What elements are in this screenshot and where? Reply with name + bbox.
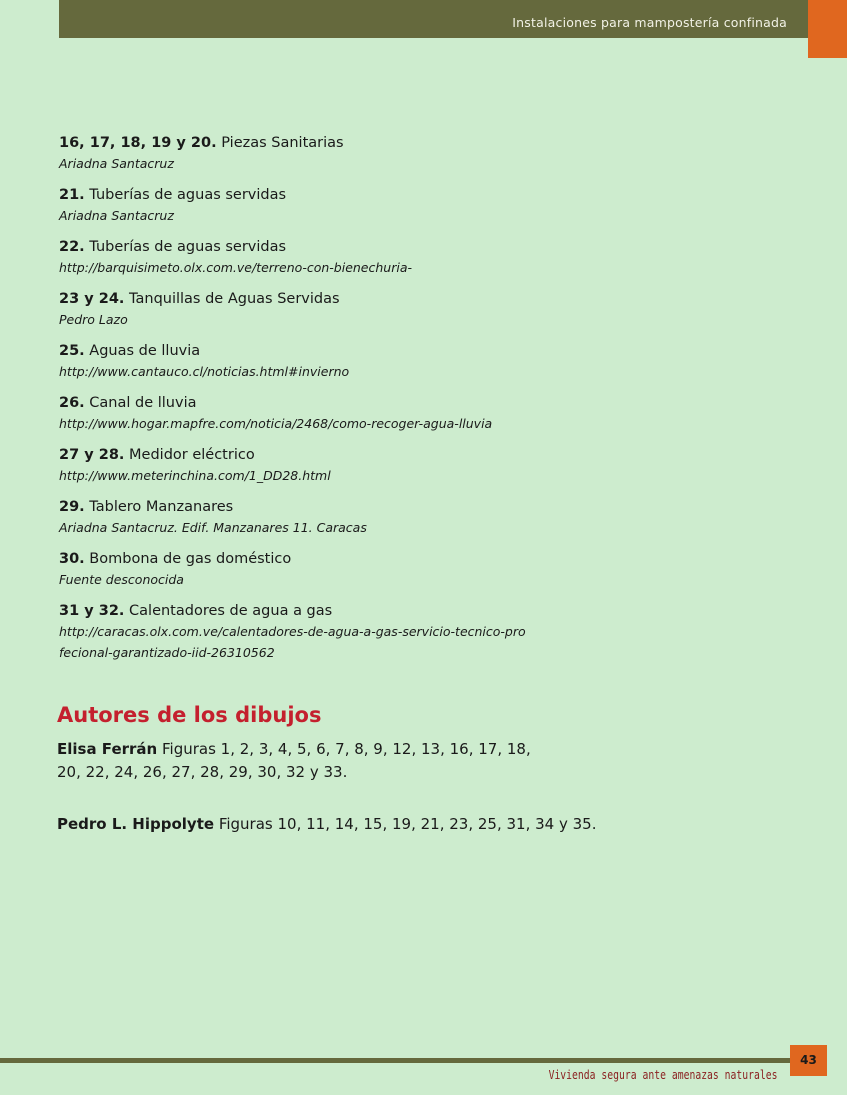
- credit-item: [59, 549, 699, 590]
- credit-title: Tanquillas de Aguas Servidas: [129, 291, 340, 307]
- credit-number: 30.: [59, 551, 85, 567]
- credit-title: Aguas de lluvia: [89, 343, 201, 359]
- footer-rule: [0, 1058, 790, 1063]
- credit-title: Tuberías de aguas servidas: [89, 239, 287, 255]
- author-figures: Figuras 1, 2, 3, 4, 5, 6, 7, 8, 9, 12, 13, 16, 17, 18, 20, 22, 24, 26, 27, 28, 29, 30, 32 y 33.: [57, 740, 531, 781]
- author-entry: [57, 813, 657, 836]
- credit-source: Ariadna Santacruz. Edif. Manzanares 11. Caracas: [59, 520, 367, 535]
- author-entry: [57, 738, 557, 784]
- page-number: 43: [790, 1045, 827, 1076]
- credit-number: 25.: [59, 343, 85, 359]
- credit-title: Medidor eléctrico: [129, 447, 255, 463]
- credit-number: 29.: [59, 499, 85, 515]
- credit-title: Canal de lluvia: [89, 395, 197, 411]
- credit-title: Tablero Manzanares: [89, 499, 234, 515]
- credit-title: Tuberías de aguas servidas: [89, 187, 287, 203]
- credit-item: [59, 445, 699, 486]
- credit-item: [59, 185, 699, 226]
- credit-item: [59, 133, 699, 174]
- credit-item: [59, 289, 699, 330]
- credit-source-url[interactable]: http://caracas.olx.com.ve/calentadores-de-agua-a-gas-servicio-tecnico-profecional-garantizado-iid-26310562: [59, 624, 526, 660]
- credit-number: 21.: [59, 187, 85, 203]
- credit-source: Ariadna Santacruz: [59, 208, 174, 223]
- credit-source: Pedro Lazo: [59, 312, 128, 327]
- section-heading: Autores de los dibujos: [57, 703, 322, 727]
- author-name: Pedro L. Hippolyte: [57, 815, 215, 833]
- credit-source-url[interactable]: http://barquisimeto.olx.com.ve/terreno-con-bienechuria-: [59, 260, 412, 275]
- credit-item: [59, 237, 699, 278]
- credit-source-url[interactable]: http://www.hogar.mapfre.com/noticia/2468/como-recoger-agua-lluvia: [59, 416, 493, 431]
- credit-title: Bombona de gas doméstico: [89, 551, 292, 567]
- credit-number: 22.: [59, 239, 85, 255]
- photo-credits-list: [59, 133, 699, 674]
- credit-source: Ariadna Santacruz: [59, 156, 174, 171]
- credit-item: [59, 497, 699, 538]
- credit-title: Calentadores de agua a gas: [129, 603, 333, 619]
- credit-source: Fuente desconocida: [59, 572, 184, 587]
- chapter-title: Instalaciones para mampostería confinada: [512, 15, 787, 30]
- credit-item: [59, 601, 699, 663]
- credit-item: [59, 341, 699, 382]
- book-title: Vivienda segura ante amenazas naturales: [548, 1067, 777, 1082]
- credit-number: 26.: [59, 395, 85, 411]
- credit-title: Piezas Sanitarias: [221, 135, 344, 151]
- header-bar: [59, 0, 808, 38]
- credit-number: 23 y 24.: [59, 291, 125, 307]
- credit-number: 16, 17, 18, 19 y 20.: [59, 135, 217, 151]
- header-accent-tab: [808, 0, 847, 58]
- credit-source-url[interactable]: http://www.cantauco.cl/noticias.html#invierno: [59, 364, 350, 379]
- credit-item: [59, 393, 699, 434]
- credit-number: 27 y 28.: [59, 447, 125, 463]
- author-name: Elisa Ferrán: [57, 740, 158, 758]
- author-figures: Figuras 10, 11, 14, 15, 19, 21, 23, 25, 31, 34 y 35.: [218, 815, 597, 833]
- credit-source-url[interactable]: http://www.meterinchina.com/1_DD28.html: [59, 468, 331, 483]
- credit-number: 31 y 32.: [59, 603, 125, 619]
